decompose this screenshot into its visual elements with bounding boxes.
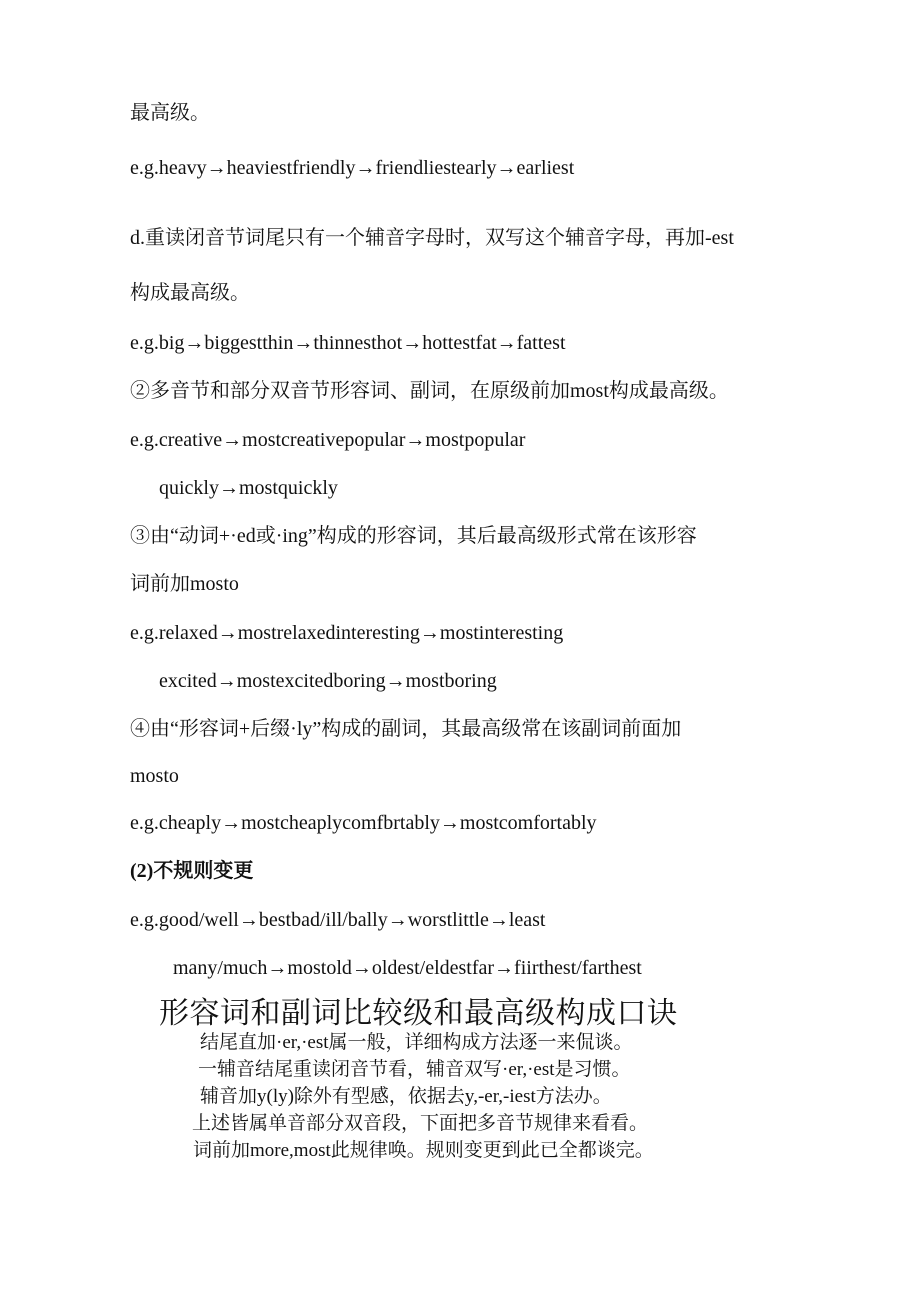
example-line: e.g.creative→mostcreativepopular→mostpopular	[130, 429, 526, 451]
example-line: excited→mostexcitedboring→mostboring	[159, 670, 497, 692]
text-line: ②多音节和部分双音节形容词、副词，在原级前加most构成最高级。	[130, 380, 729, 402]
rhyme-line: 辅音加y(ly)除外有型感，依据去y,-er,-iest方法办。	[200, 1086, 612, 1107]
rhyme-line: 词前加more,most此规律唤。规则变更到此已全都谈完。	[193, 1140, 654, 1161]
rhyme-line: 一辅音结尾重读闭音节看，辅音双写·er,·est是习惯。	[198, 1059, 631, 1080]
text-line: d.重读闭音节词尾只有一个辅音字母时，双写这个辅音字母，再加-est	[130, 227, 734, 249]
text-line: 最高级。	[130, 102, 210, 124]
example-line: e.g.cheaply→mostcheaplycomfbrtably→mostcomfortably	[130, 812, 597, 834]
text-line: ④由“形容词+后缀·ly”构成的副词，其最高级常在该副词前面加	[130, 718, 682, 740]
example-line: quickly→mostquickly	[159, 477, 338, 499]
example-line: e.g.good/well→bestbad/ill/bally→worstlittle→least	[130, 909, 546, 931]
text-line: ③由“动词+·ed或·ing”构成的形容词，其后最高级形式常在该形容	[130, 525, 697, 547]
example-line: e.g.heavy→heaviestfriendly→friendliestearly→earliest	[130, 157, 575, 179]
rhyme-line: 上述皆属单音部分双音段，下面把多音节规律来看看。	[192, 1113, 649, 1134]
example-line: e.g.big→biggestthin→thinnesthot→hottestfat→fattest	[130, 332, 566, 354]
text-line: 构成最高级。	[130, 282, 250, 304]
text-line: mosto	[130, 765, 179, 787]
example-line: e.g.relaxed→mostrelaxedinteresting→mostinteresting	[130, 622, 564, 644]
text-line: 词前加mosto	[130, 573, 239, 595]
example-line: many/much→mostold→oldest/eldestfar→fiirthest/farthest	[173, 957, 642, 979]
rhyme-title: 形容词和副词比较级和最高级构成口诀	[159, 997, 678, 1030]
rhyme-line: 结尾直加·er,·est属一般，详细构成方法逐一来侃谈。	[200, 1032, 633, 1053]
section-heading: (2)不规则变更	[130, 860, 254, 882]
